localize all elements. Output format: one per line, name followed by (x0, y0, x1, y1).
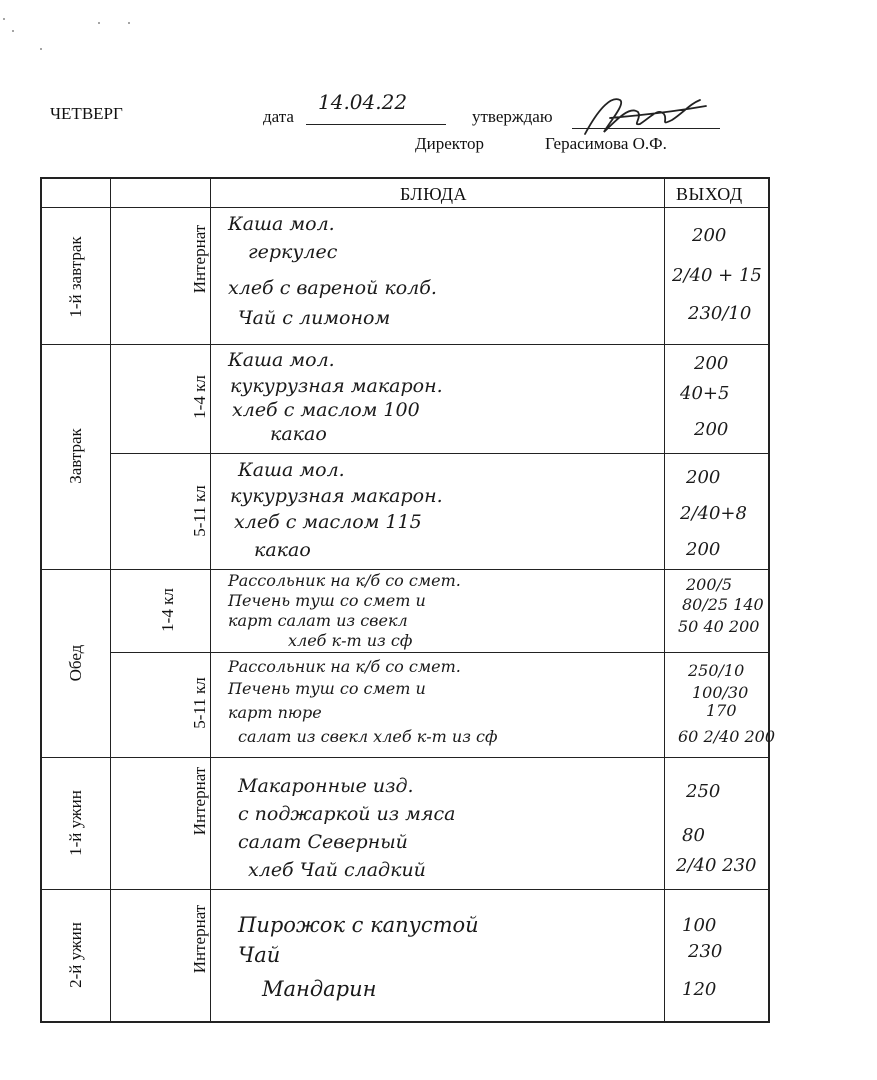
dish-line: кукурузная макарон. (230, 375, 443, 397)
dish-line: Мандарин (262, 977, 377, 1001)
meal-divider (42, 889, 768, 890)
meal-label: 2-й ужин (66, 922, 85, 988)
group-divider (110, 453, 768, 454)
date-value: 14.04.22 (318, 90, 408, 114)
meal-label: Обед (66, 644, 85, 682)
output-value: 170 (706, 701, 737, 720)
group-label: 1-4 кл (190, 375, 209, 419)
dish-line: с поджаркой из мяса (238, 803, 456, 825)
meal-divider (42, 344, 768, 345)
group-label: 5-11 кл (190, 485, 209, 537)
group-label: Интернат (190, 904, 209, 974)
output-value: 200 (692, 225, 727, 246)
column-divider (664, 179, 665, 1021)
group-divider (110, 652, 768, 653)
dish-line: хлеб с маслом 100 (232, 399, 420, 421)
group-label: 1-4 кл (158, 588, 177, 632)
dish-line: Печень туш со смет и (228, 679, 426, 698)
output-value: 200 (694, 419, 729, 440)
meal-divider (42, 569, 768, 570)
dish-line: геркулес (248, 241, 338, 263)
dish-line: салат Северный (238, 831, 408, 853)
output-value: 80/25 140 (682, 595, 764, 614)
output-value: 230/10 (688, 303, 752, 324)
scan-speck (128, 22, 130, 24)
header-row-divider (42, 207, 768, 208)
output-value: 2/40+8 (680, 503, 747, 524)
output-value: 250/10 (688, 661, 745, 680)
dish-line: Каша мол. (228, 349, 335, 371)
dish-line: карт пюре (228, 703, 322, 722)
director-position: Директор (415, 134, 484, 153)
dish-line: хлеб с вареной колб. (228, 277, 437, 299)
dish-line: Пирожок с капустой (238, 913, 479, 937)
group-label: Интернат (190, 766, 209, 836)
meal-label: Завтрак (66, 428, 85, 484)
dish-line: Каша мол. (228, 213, 335, 235)
output-value: 200 (694, 353, 729, 374)
meal-label: 1-й ужин (66, 790, 85, 856)
dish-line: Каша мол. (238, 459, 345, 481)
date-underline (306, 124, 446, 125)
scan-speck (12, 30, 14, 32)
dish-line: кукурузная макарон. (230, 485, 443, 507)
group-label: 5-11 кл (190, 677, 209, 729)
dish-line: какао (270, 423, 327, 445)
dish-line: салат из свекл хлеб к-т из сф (238, 727, 498, 746)
dish-line: хлеб Чай сладкий (248, 859, 426, 881)
column-header-output: ВЫХОД (676, 184, 743, 204)
output-value: 120 (682, 979, 717, 1000)
director-name: Герасимова О.Ф. (545, 134, 667, 153)
dish-line: карт салат из свекл (228, 611, 408, 630)
output-value: 2/40 + 15 (672, 265, 762, 286)
output-value: 50 40 200 (678, 617, 760, 636)
column-header-dishes: БЛЮДА (400, 184, 468, 204)
scan-speck (40, 48, 42, 50)
dish-line: Рассольник на к/б со смет. (228, 571, 461, 590)
column-divider (110, 179, 111, 1021)
dish-line: Рассольник на к/б со смет. (228, 657, 461, 676)
output-value: 200/5 (686, 575, 733, 594)
dish-line: Чай (238, 943, 281, 967)
output-value: 250 (686, 781, 721, 802)
column-divider (210, 179, 211, 1021)
scan-speck (98, 22, 100, 24)
output-value: 100/30 (692, 683, 749, 702)
group-label: Интернат (190, 224, 209, 294)
output-value: 200 (686, 467, 721, 488)
meal-divider (42, 757, 768, 758)
dish-line: Макаронные изд. (238, 775, 414, 797)
dish-line: хлеб с маслом 115 (234, 511, 422, 533)
dish-line: хлеб к-т из сф (288, 631, 413, 650)
output-value: 80 (682, 825, 705, 846)
output-value: 230 (688, 941, 723, 962)
dish-line: какао (254, 539, 311, 561)
output-value: 2/40 230 (676, 855, 757, 876)
day-of-week: ЧЕТВЕРГ (50, 104, 123, 123)
output-value: 40+5 (680, 383, 730, 404)
dish-line: Чай с лимоном (238, 307, 391, 329)
output-value: 100 (682, 915, 717, 936)
meal-label: 1-й завтрак (66, 236, 85, 318)
menu-table (40, 177, 775, 1023)
output-value: 60 2/40 200 (678, 727, 775, 746)
scan-speck (3, 18, 5, 20)
approve-label: утверждаю (472, 107, 553, 126)
output-value: 200 (686, 539, 721, 560)
date-label: дата (263, 107, 294, 126)
dish-line: Печень туш со смет и (228, 591, 426, 610)
